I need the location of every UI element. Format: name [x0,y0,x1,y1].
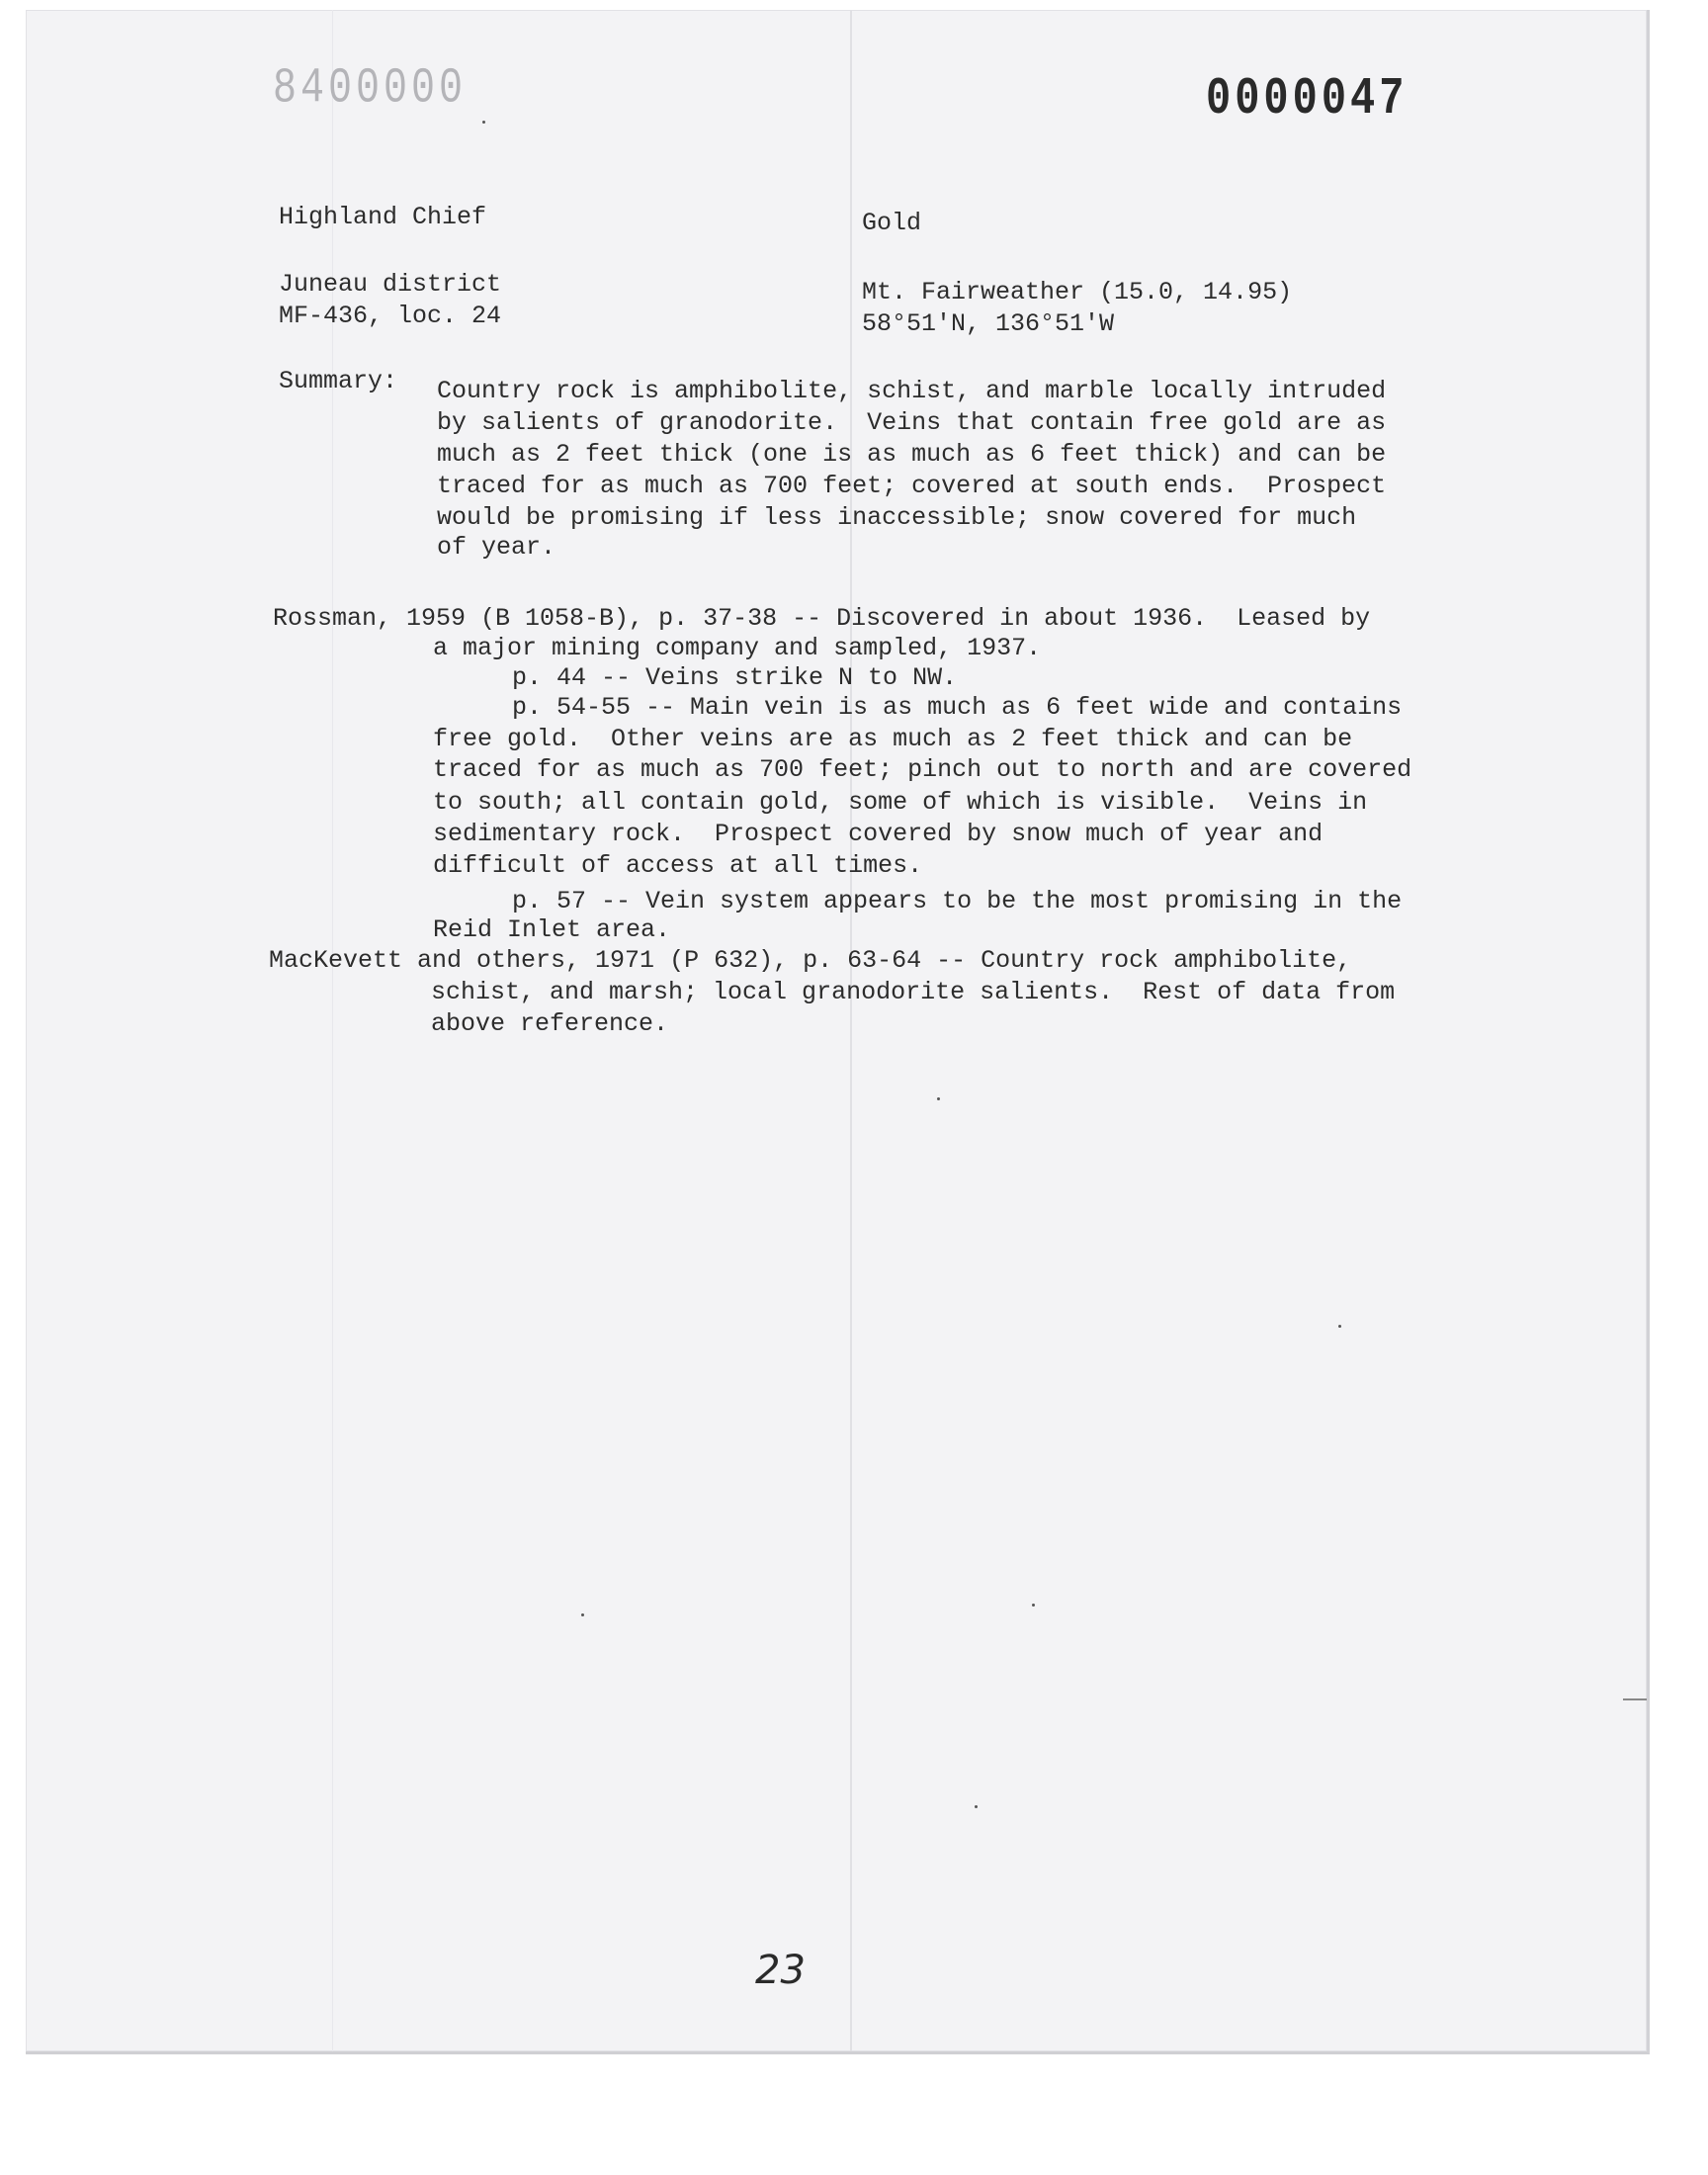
speck [1032,1604,1035,1607]
reference-line: MacKevett and others, 1971 (P 632), p. 63-64 -- Country rock amphibolite, [269,946,1352,975]
summary-line: traced for as much as 700 feet; covered at south ends. Prospect [437,472,1387,500]
speck [1338,1325,1341,1328]
district: Juneau district [279,270,502,299]
reference-line: free gold. Other veins are as much as 2 feet thick and can be [433,725,1353,753]
coordinates: 58°51'N, 136°51'W [862,309,1115,338]
reference-line: traced for as much as 700 feet; pinch out to north and are covered [433,755,1412,784]
speck [482,121,485,124]
quadrangle: Mt. Fairweather (15.0, 14.95) [862,278,1293,306]
summary-line: much as 2 feet thick (one is as much as 6 feet thick) and can be [437,440,1387,469]
summary-line: would be promising if less inaccessible; snow covered for much [437,503,1357,532]
summary-line: by salients of granodorite. Veins that contain free gold are as [437,408,1387,437]
stamp-number-right: 0000047 [1206,69,1409,129]
page-number: 23 [755,1948,806,1993]
reference-line: to south; all contain gold, some of which is visible. Veins in [433,788,1368,817]
document-page [26,10,1650,2054]
reference-line: p. 44 -- Veins strike N to NW. [512,663,958,692]
speck [975,1805,978,1808]
fold-line [850,10,852,2051]
speck [937,1097,940,1100]
reference-line: schist, and marsh; local granodorite salients. Rest of data from [431,978,1396,1006]
reference-line: Rossman, 1959 (B 1058-B), p. 37-38 -- Discovered in about 1936. Leased by [273,604,1371,633]
reference-line: difficult of access at all times. [433,851,923,880]
reference-line: p. 54-55 -- Main vein is as much as 6 feet wide and contains [512,693,1403,722]
speck [581,1613,584,1616]
deposit-name: Highland Chief [279,203,487,231]
reference-line: above reference. [431,1009,669,1038]
margin-mark [1623,1698,1647,1700]
summary-line: of year. [437,533,556,562]
stamp-number-left: 8400000 [273,61,468,118]
reference-line: a major mining company and sampled, 1937. [433,634,1042,662]
commodity: Gold [862,209,922,237]
map-reference: MF-436, loc. 24 [279,302,502,330]
reference-line: p. 57 -- Vein system appears to be the most promising in the [512,887,1403,915]
summary-line: Country rock is amphibolite, schist, and marble locally intruded [437,377,1387,405]
reference-line: Reid Inlet area. [433,915,671,944]
summary-label: Summary: [279,367,398,395]
reference-line: sedimentary rock. Prospect covered by snow much of year and [433,820,1324,848]
